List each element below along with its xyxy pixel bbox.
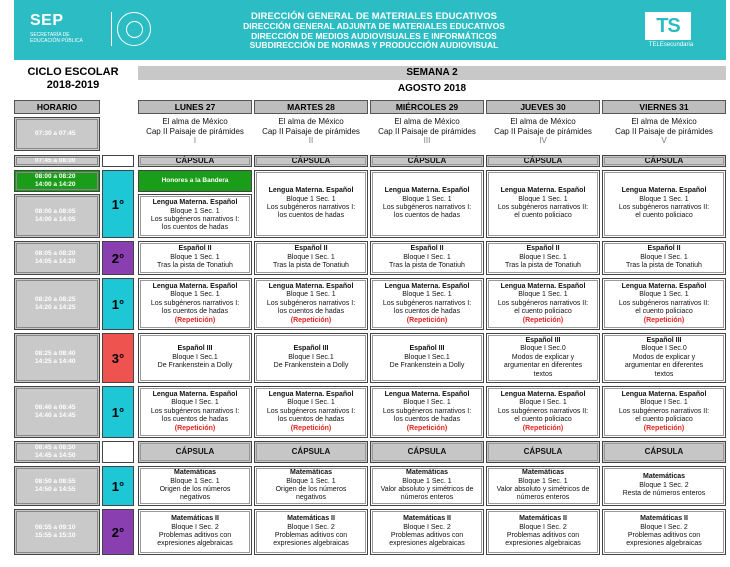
class-cell: Español II Bloque I Sec. 1 Tras la pista de Tonatiuh: [602, 241, 726, 275]
grade-badge: 2°: [102, 509, 134, 555]
capsula-cell: CÁPSULA: [602, 441, 726, 463]
class-cell: Español II Bloque I Sec. 1 Tras la pista de Tonatiuh: [370, 241, 484, 275]
capsula-cell: CÁPSULA: [370, 155, 484, 167]
class-cell: Lengua Materna. Español Bloque I Sec. 1 Los subgéneros narrativos I: los cuentos de hadas (Repetición): [254, 386, 368, 438]
capsula-cell: CÁPSULA: [602, 155, 726, 167]
capsula-cell: CÁPSULA: [254, 155, 368, 167]
class-cell: Español III Bloque I Sec.1 De Frankenstein a Dolly: [370, 333, 484, 383]
class-cell: Lengua Materna. Español Bloque 1 Sec. 1 Los subgéneros narrativos I: los cuentos de hadas: [138, 194, 252, 238]
class-cell: Lengua Materna. Español Bloque 1 Sec. 1 Los subgéneros narrativos I: los cuentos de hadas (Repetición): [370, 278, 484, 330]
grade-badge: 3°: [102, 333, 134, 383]
ciclo-escolar: [14, 66, 132, 92]
day-header-lunes: LUNES 27: [138, 100, 252, 114]
time-slot: 08:25 a 08:40 14:25 a 14:40: [14, 333, 100, 383]
day-header-miercoles: MIÉRCOLES 29: [370, 100, 484, 114]
sep-long-2: EDUCACIÓN PÚBLICA: [30, 38, 83, 44]
class-cell: Matemáticas II Bloque I Sec. 2 Problemas aditivos con expresiones algebraicas: [486, 509, 600, 555]
time-slot: 08:20 a 08:25 14:20 a 14:25: [14, 278, 100, 330]
time-slot: 07:45 a 08:00: [14, 155, 100, 167]
capsula-cell: CÁPSULA: [254, 441, 368, 463]
ciclo-line2: 2018-2019: [46, 79, 100, 91]
class-cell: Español II Bloque 1 Sec. 1 Tras la pista de Tonatiuh: [138, 241, 252, 275]
telesecundaria-logo: [641, 10, 701, 50]
time-slot: 07:30 a 07:45: [14, 117, 100, 151]
ts-mark: TS: [645, 12, 691, 40]
time-slot: 08:55 a 09:10 15:55 a 15:10: [14, 509, 100, 555]
grade-empty: [102, 441, 134, 463]
class-cell: Matemáticas Bloque 1 Sec. 2 Resta de números enteros: [602, 466, 726, 506]
ts-caption: TELEsecundaria: [648, 42, 694, 48]
capsula-cell: CÁPSULA: [370, 441, 484, 463]
header-banner: [14, 0, 726, 60]
class-cell: Español III Bloque I Sec.0 Modos de explicar y argumentar en diferentes textos: [486, 333, 600, 383]
time-slot-honores: 08:00 a 08:20 14:00 a 14:20: [14, 170, 100, 192]
grade-badge: 1°: [102, 466, 134, 506]
grade-badge: 1°: [102, 386, 134, 438]
grade-badge: 1°: [102, 170, 134, 238]
class-cell: Matemáticas II Bloque I Sec. 2 Problemas aditivos con expresiones algebraicas: [254, 509, 368, 555]
class-cell: Lengua Materna. Español Bloque 1 Sec. 1 Los subgéneros narrativos II: el cuento policiaco (Repetición): [486, 278, 600, 330]
honores-bandera: Honores a la Bandera: [138, 170, 252, 192]
class-cell: Matemáticas II Bloque I Sec. 2 Problemas aditivos con expresiones algebraicas: [602, 509, 726, 555]
class-cell: Matemáticas II Bloque I Sec. 2 Problemas aditivos con expresiones algebraicas: [138, 509, 252, 555]
header-line: DIRECCIÓN DE MEDIOS AUDIOVISUALES E INFORMÁTICOS: [251, 30, 497, 41]
class-cell: Lengua Materna. Español Bloque 1 Sec. 1 Los subgéneros narrativos II: el cuento policiaco: [486, 170, 600, 238]
day-header-viernes: VIERNES 31: [602, 100, 726, 114]
sep-logo: [30, 13, 110, 51]
alma-mexico-viernes: El alma de México Cap II Paisaje de pirámides V: [615, 117, 713, 145]
class-cell: Español III Bloque I Sec.0 Modos de explicar y argumentar en diferentes textos: [602, 333, 726, 383]
day-header-martes: MARTES 28: [254, 100, 368, 114]
class-cell: Matemáticas Bloque 1 Sec. 1 Valor absoluto y simétricos de números enteros: [370, 466, 484, 506]
time-slot: 08:05 a 08:20 14:05 a 14:20: [14, 241, 100, 275]
time-slot: 08:50 a 08:55 14:50 a 14:55: [14, 466, 100, 506]
week-label: SEMANA 2: [138, 66, 726, 80]
class-cell: Español III Bloque I Sec.1 De Frankenstein a Dolly: [254, 333, 368, 383]
class-cell: Español II Bloque I Sec. 1 Tras la pista de Tonatiuh: [486, 241, 600, 275]
capsula-cell: CÁPSULA: [486, 155, 600, 167]
class-cell: Lengua Materna. Español Bloque 1 Sec. 1 Los subgéneros narrativos I: los cuentos de hadas (Repetición): [254, 278, 368, 330]
class-cell: Español II Bloque I Sec. 1 Tras la pista de Tonatiuh: [254, 241, 368, 275]
ciclo-line1: CICLO ESCOLAR: [27, 66, 119, 78]
class-cell: Lengua Materna. Español Bloque I Sec. 1 Los subgéneros narrativos II: el cuento policiaco (Repetición): [602, 386, 726, 438]
grade-badge: 1°: [102, 278, 134, 330]
header-line: DIRECCIÓN GENERAL ADJUNTA DE MATERIALES EDUCATIVOS: [243, 21, 505, 31]
class-cell: Español III Bloque I Sec.1 De Frankenstein a Dolly: [138, 333, 252, 383]
class-cell: Lengua Materna. Español Bloque I Sec. 1 Los subgéneros narrativos II: el cuento policiaco (Repetición): [486, 386, 600, 438]
header-titles: [174, 11, 574, 51]
grade-badge: 2°: [102, 241, 134, 275]
time-slot: 08:40 a 08:45 14:40 a 14:45: [14, 386, 100, 438]
month-label: AGOSTO 2018: [397, 83, 467, 94]
class-cell: Matemáticas II Bloque I Sec. 2 Problemas aditivos con expresiones algebraicas: [370, 509, 484, 555]
alma-mexico-miercoles: El alma de México Cap II Paisaje de pirámides III: [378, 117, 476, 145]
class-cell: Lengua Materna. Español Bloque 1 Sec. 1 Los subgéneros narrativos I: los cuentos de hadas: [254, 170, 368, 238]
capsula-cell: CÁPSULA: [138, 441, 252, 463]
capsula-cell: CÁPSULA: [486, 441, 600, 463]
time-slot: 08:45 a 08:50 14:45 a 14:50: [14, 441, 100, 463]
class-cell: Lengua Materna. Español Bloque 1 Sec. 1 Los subgéneros narrativos II: el cuento policiaco: [602, 170, 726, 238]
national-seal-icon: [117, 12, 151, 46]
class-cell: Matemáticas Bloque 1 Sec. 1 Valor absoluto y simétricos de números enteros: [486, 466, 600, 506]
class-cell: Lengua Materna. Español Bloque I Sec. 1 Los subgéneros narrativos I: los cuentos de hadas (Repetición): [370, 386, 484, 438]
sep-long-1: SECRETARÍA DE: [30, 32, 70, 38]
class-cell: Lengua Materna. Español Bloque 1 Sec. 1 Los subgéneros narrativos II: el cuento policiaco (Repetición): [602, 278, 726, 330]
class-cell: Matemáticas Bloque 1 Sec. 1 Origen de los números negativos: [138, 466, 252, 506]
class-cell: Lengua Materna. Español Bloque 1 Sec. 1 Los subgéneros narrativos I: los cuentos de hadas (Repetición): [138, 278, 252, 330]
grade-empty: [102, 155, 134, 167]
alma-mexico-jueves: El alma de México Cap II Paisaje de pirámides IV: [494, 117, 592, 145]
sep-short: SEP: [30, 12, 64, 29]
day-header-jueves: JUEVES 30: [486, 100, 600, 114]
class-cell: Lengua Materna. Español Bloque 1 Sec. 1 Los subgéneros narrativos I: los cuentos de hadas: [370, 170, 484, 238]
time-slot: 08:00 a 08:05 14:00 a 14:05: [14, 194, 100, 238]
logo-divider: [111, 12, 112, 46]
class-cell: Lengua Materna. Español Bloque I Sec. 1 Los subgéneros narrativos I: los cuentos de hadas (Repetición): [138, 386, 252, 438]
class-cell: Matemáticas Bloque 1 Sec. 1 Origen de los números negativos: [254, 466, 368, 506]
capsula-cell: CÁPSULA: [138, 155, 252, 167]
header-line: SUBDIRECCIÓN DE NORMAS Y PRODUCCIÓN AUDIOVISUAL: [249, 40, 499, 50]
alma-mexico-martes: El alma de México Cap II Paisaje de pirámides II: [262, 117, 360, 145]
alma-mexico-lunes: El alma de México Cap II Paisaje de pirámides I: [146, 117, 244, 145]
header-line: DIRECCIÓN GENERAL DE MATERIALES EDUCATIVOS: [251, 11, 497, 22]
horario-header: HORARIO: [14, 100, 100, 114]
